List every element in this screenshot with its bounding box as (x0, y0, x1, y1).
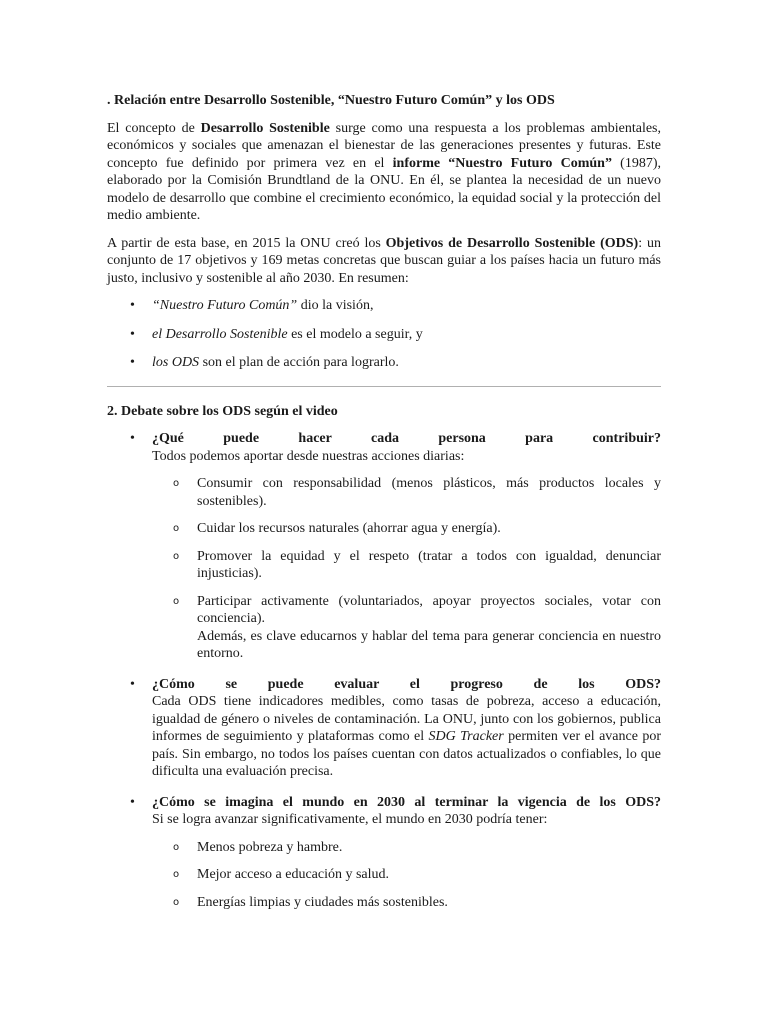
text: permiten ver el avance por país. Sin embargo, no todos los países cuentan con datos actualizados o confiables, lo que dificulta una evaluación precisa. (152, 729, 661, 779)
section2-title: 2. Debate sobre los ODS según el video (107, 403, 338, 419)
additional-note: Además, es clave educarnos y hablar del tema para generar conciencia en nuestro entorno. (197, 628, 661, 661)
answer-intro-3: Si se logra avanzar significativamente, el mundo en 2030 podría tener: (152, 812, 548, 827)
bold-term: Objetivos de Desarrollo Sostenible (ODS) (385, 235, 639, 251)
summary-list (107, 297, 661, 372)
text: son el plan de acción para lograrlo. (199, 355, 399, 370)
text: surge como una respuesta a los problemas ambientales, económicos y sociales que amenazan el bienestar de las generaciones presentes y futuras. Este concepto fue definido por primera vez en el (107, 120, 661, 171)
section1-paragraph-1 (107, 120, 661, 225)
bold-term: informe “Nuestro Futuro Común” (392, 155, 612, 171)
action-item: o Promover la equidad y el respeto (tratar a todos con igualdad, denunciar injusticias). (152, 548, 661, 583)
text: A partir de esta base, en 2015 la ONU creó los (107, 235, 386, 251)
text: : un conjunto de 17 objetivos y 169 metas concretas que buscan guiar a los países hacia un futuro más justo, inclusivo y sostenible al año 2030. En resumen: (107, 235, 661, 286)
summary-item (107, 354, 661, 372)
section1-paragraph-2 (107, 235, 661, 288)
section1-title: . Relación entre Desarrollo Sostenible, “Nuestro Futuro Común” y los ODS (107, 93, 555, 108)
answer-intro-1: Todos podemos aportar desde nuestras acciones diarias: (152, 448, 465, 464)
outcome-item: o Energías limpias y ciudades más sostenibles. (152, 894, 661, 912)
italic-term: SDG Tracker (428, 729, 504, 744)
question-2: • ¿Cómo se puede evaluar el progreso de los ODS? (152, 676, 661, 692)
text: El concepto de (107, 120, 201, 136)
italic-term: “Nuestro Futuro Común” (152, 298, 298, 313)
debate-item-3 (107, 794, 661, 912)
outcome-item: o Menos pobreza y hambre. (152, 839, 661, 857)
summary-item (107, 297, 661, 315)
bold-term: Desarrollo Sostenible (200, 120, 330, 136)
debate-item-1 (107, 430, 661, 663)
document-content (107, 92, 661, 924)
answer-2 (152, 693, 661, 781)
outcome-item: o Mejor acceso a educación y salud. (152, 866, 661, 884)
text: (1987), elaborado por la Comisión Brundtland de la ONU. En él, se plantea la necesidad de un nuevo modelo de desarrollo que combine el crecimiento económico, la equidad social y la protección del medio ambiente. (107, 155, 661, 223)
question-3: • ¿Cómo se imagina el mundo en 2030 al terminar la vigencia de los ODS? (152, 794, 661, 810)
text: dio la visión, (297, 298, 374, 313)
italic-term: los ODS (152, 355, 200, 370)
question-1: • ¿Qué puede hacer cada persona para contribuir? (152, 431, 661, 446)
action-item (152, 593, 661, 663)
italic-term: el Desarrollo Sostenible (152, 326, 288, 342)
debate-item-2 (107, 676, 661, 781)
action-item: o Cuidar los recursos naturales (ahorrar agua y energía). (152, 520, 661, 538)
action-item: o Consumir con responsabilidad (menos plásticos, más productos locales y sostenibles). (152, 475, 661, 510)
outcomes-list (152, 839, 661, 912)
section-divider (107, 386, 661, 387)
text: es el modelo a seguir, y (287, 326, 423, 342)
action-text: Participar activamente (voluntariados, apoyar proyectos sociales, votar con conciencia). (197, 593, 661, 626)
summary-item (107, 326, 661, 344)
actions-list (152, 475, 661, 663)
debate-list (107, 430, 661, 911)
text: Cada ODS tiene indicadores medibles, como tasas de pobreza, acceso a educación, igualdad de género o niveles de contaminación. La ONU, junto con los gobiernos, publica informes de seguimiento y plataformas como el (152, 694, 661, 744)
